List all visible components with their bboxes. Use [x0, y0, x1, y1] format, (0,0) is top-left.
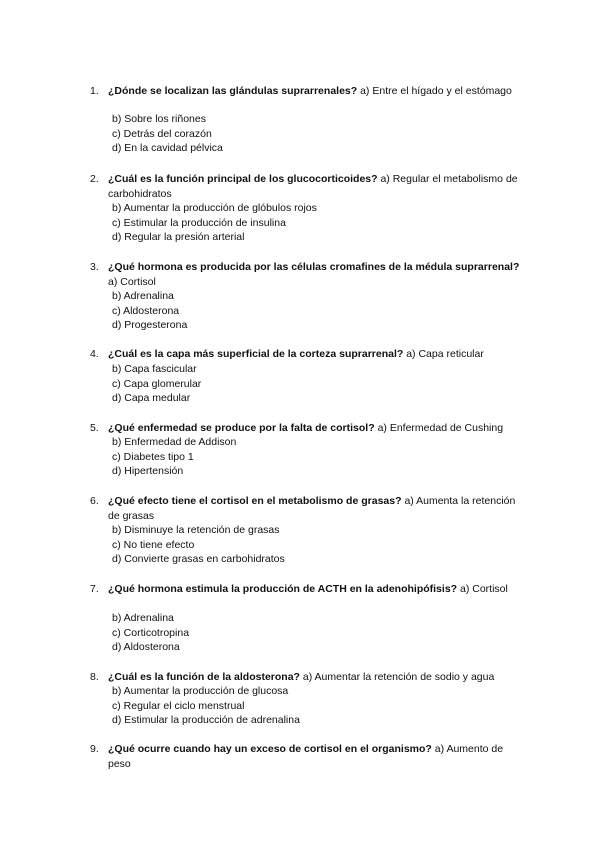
option-a: a) Capa reticular — [406, 348, 484, 360]
question-number: 9. — [90, 743, 99, 755]
option-a: a) Aumento de peso — [108, 743, 504, 770]
option-c: c) Detrás del corazón — [112, 127, 212, 140]
question-text — [108, 742, 528, 771]
question-text — [108, 347, 528, 362]
option-d: d) Estimular la producción de adrenalina — [112, 714, 300, 727]
options-list — [112, 435, 236, 479]
question-number: 5. — [90, 422, 99, 434]
question-stem: ¿Qué hormona es producida por las células cromafines de la médula suprarrenal? — [108, 261, 520, 273]
option-d: d) Capa medular — [112, 392, 191, 405]
option-a: a) Aumenta la retención de grasas — [108, 495, 516, 522]
options-list — [112, 289, 187, 333]
question-text — [108, 494, 528, 523]
option-d: d) Convierte grasas en carbohidratos — [112, 553, 285, 566]
option-b: b) Enfermedad de Addison — [112, 436, 237, 448]
option-c: c) Aldosterona — [112, 304, 180, 317]
question-number: 6. — [90, 495, 99, 507]
option-c: c) Estimular la producción de insulina — [112, 216, 286, 229]
question-text — [108, 670, 528, 685]
question-number: 1. — [90, 85, 99, 97]
option-c: c) Corticotropina — [112, 626, 190, 639]
question-stem: ¿Qué efecto tiene el cortisol en el metabolismo de grasas? — [108, 495, 402, 507]
question-text — [108, 172, 528, 201]
question-stem: ¿Cuál es la función principal de los glucocorticoides? — [108, 173, 378, 185]
option-d: d) Regular la presión arterial — [112, 231, 245, 244]
option-b: b) Adrenalina — [112, 290, 174, 302]
options-list — [112, 611, 189, 655]
question-number: 2. — [90, 173, 99, 185]
question-stem: ¿Qué enfermedad se produce por la falta de cortisol? — [108, 422, 375, 434]
options-list — [112, 684, 300, 728]
option-d: d) Aldosterona — [112, 641, 180, 654]
option-a: a) Enfermedad de Cushing — [377, 422, 504, 434]
option-c: c) Capa glomerular — [112, 377, 202, 390]
question-stem: ¿Dónde se localizan las glándulas suprarrenales? — [108, 85, 358, 97]
option-b: b) Disminuye la retención de grasas — [112, 524, 280, 536]
question-number: 3. — [90, 261, 99, 273]
options-list — [112, 362, 201, 406]
option-d: d) Progesterona — [112, 319, 188, 332]
option-a: a) Entre el hígado y el estómago — [360, 85, 512, 97]
option-a: a) Regular el metabolismo de carbohidratos — [108, 173, 518, 200]
question-text — [108, 582, 528, 597]
question-number: 8. — [90, 671, 99, 683]
question-number: 7. — [90, 583, 99, 595]
option-b: b) Sobre los riñones — [112, 113, 206, 125]
option-a: a) Cortisol — [460, 583, 508, 595]
option-b: b) Aumentar la producción de glóbulos rojos — [112, 202, 317, 214]
question-stem: ¿Qué ocurre cuando hay un exceso de cortisol en el organismo? — [108, 743, 432, 755]
options-list — [112, 523, 285, 567]
question-stem: ¿Cuál es la capa más superficial de la corteza suprarrenal? — [108, 348, 404, 360]
option-b: b) Capa fascicular — [112, 363, 197, 375]
option-c: c) No tiene efecto — [112, 538, 195, 551]
option-b: b) Adrenalina — [112, 612, 174, 624]
question-text — [108, 84, 528, 99]
question-text — [108, 421, 528, 436]
question-stem: ¿Cuál es la función de la aldosterona? — [108, 671, 300, 683]
option-d: d) Hipertensión — [112, 465, 184, 478]
question-stem: ¿Qué hormona estimula la producción de ACTH en la adenohipófisis? — [108, 583, 458, 595]
options-list — [112, 201, 317, 245]
options-list — [112, 112, 223, 156]
option-c: c) Diabetes tipo 1 — [112, 450, 194, 463]
option-a: a) Aumentar la retención de sodio y agua — [302, 671, 495, 683]
question-text — [108, 260, 528, 289]
question-number: 4. — [90, 348, 99, 360]
option-d: d) En la cavidad pélvica — [112, 142, 223, 155]
option-c: c) Regular el ciclo menstrual — [112, 699, 245, 712]
option-a: a) Cortisol — [108, 275, 156, 288]
option-b: b) Aumentar la producción de glucosa — [112, 685, 289, 697]
